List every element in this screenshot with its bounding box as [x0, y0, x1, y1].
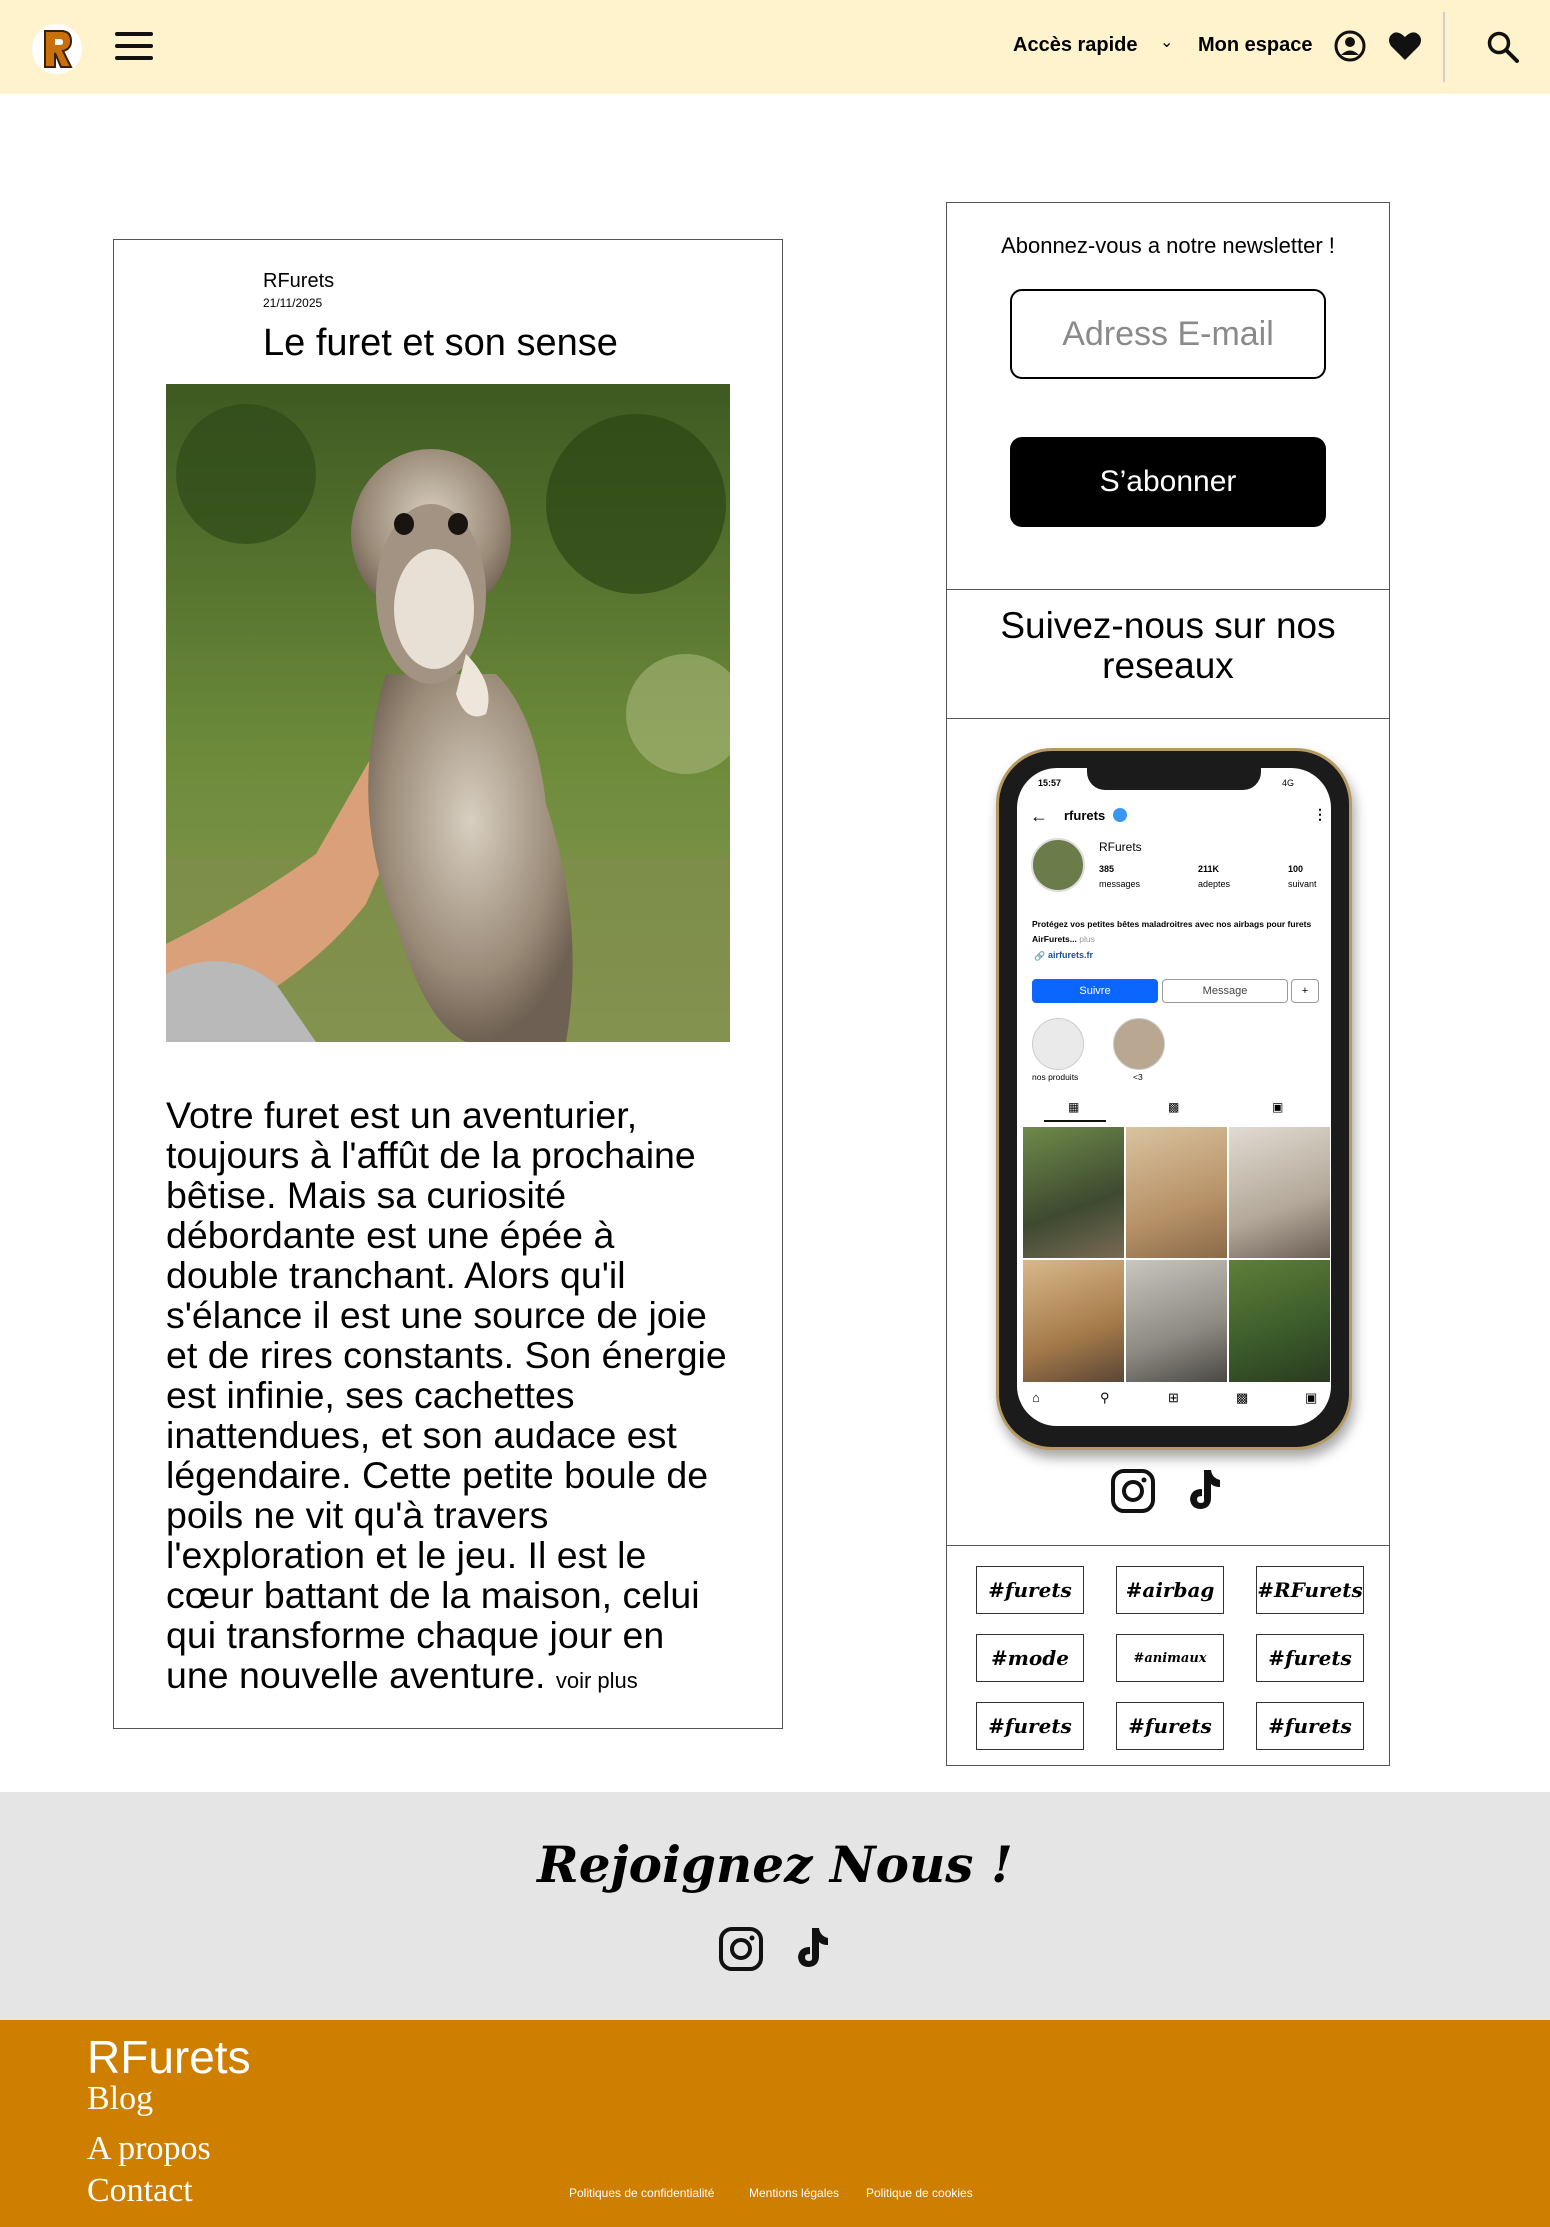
chevron-down-icon[interactable]: ⌄ [1160, 34, 1174, 51]
hashtag[interactable]: #airbag [1116, 1566, 1224, 1614]
tiktok-icon[interactable] [792, 1926, 832, 1975]
search-icon[interactable] [1486, 30, 1520, 64]
hashtag[interactable]: #furets [1116, 1702, 1224, 1750]
newsletter-title: Abonnez-vous a notre newsletter ! [1001, 233, 1335, 258]
instagram-icon[interactable] [718, 1926, 764, 1977]
ig-following-label: suivant [1288, 879, 1317, 889]
ig-message-button[interactable]: Message [1162, 979, 1288, 1003]
article-body-text: Votre furet est un aventurier, toujours à l'affût de la prochaine bêtise. Mais sa curiosité débordante est une épée à double tranchant. Alors qu'il s'élance il est une source de joie et de rires constants. Son énergie est infinie, ses cachettes inattendues, et son audace est légendaire. Cette petite boule de poils ne vit qu'à travers l'exploration et le jeu. Il est le cœur battant de la maison, celui qui transforme chaque jour en une nouvelle aventure. [166, 1094, 727, 1696]
footer-cookies-link[interactable]: Politique de cookies [866, 2186, 973, 2200]
header-divider [1443, 12, 1445, 82]
quick-access-menu[interactable]: Accès rapide [1013, 34, 1138, 56]
home-icon[interactable]: ⌂ [1032, 1390, 1040, 1405]
footer-privacy-link[interactable]: Politiques de confidentialité [569, 2186, 715, 2200]
ig-following-count: 100 [1288, 864, 1304, 874]
ig-bio-more[interactable]: plus [1079, 934, 1095, 944]
phone-network: 4G [1282, 778, 1295, 788]
footer-link-blog[interactable]: Blog [87, 2080, 154, 2117]
footer-link-contact[interactable]: Contact [87, 2172, 193, 2209]
footer-link-about[interactable]: A propos [87, 2130, 211, 2167]
ig-search-icon[interactable]: ⚲ [1100, 1390, 1110, 1405]
more-options-icon[interactable]: ⋮ [1313, 806, 1327, 822]
phone-notch [1087, 768, 1261, 790]
ig-follow-button[interactable]: Suivre [1032, 979, 1158, 1003]
link-icon: 🔗 [1034, 951, 1046, 961]
ig-followers-label: adeptes [1198, 879, 1231, 889]
tiktok-icon[interactable] [1184, 1468, 1224, 1517]
reels-tab-icon[interactable]: ▩ [1168, 1100, 1180, 1114]
ig-handle: rfurets [1064, 808, 1106, 823]
ig-post[interactable] [1023, 1260, 1124, 1382]
phone-time: 15:57 [1038, 778, 1062, 788]
shop-icon[interactable]: ▣ [1305, 1390, 1318, 1405]
ig-avatar[interactable] [1031, 838, 1085, 892]
grid-tab-icon[interactable]: ▦ [1068, 1100, 1080, 1114]
tagged-tab-icon[interactable]: ▣ [1272, 1100, 1284, 1114]
back-arrow-icon[interactable]: ← [1030, 806, 1048, 826]
verified-icon [1113, 808, 1127, 822]
article-date: 21/11/2025 [263, 296, 323, 310]
ig-post[interactable] [1229, 1260, 1330, 1382]
hashtag[interactable]: #mode [976, 1634, 1084, 1682]
join-title: Rejoignez Nous ! [537, 1835, 1013, 1894]
see-more-link[interactable]: voir plus [555, 1668, 638, 1693]
join-section [0, 1792, 1550, 2020]
add-user-icon[interactable]: + [1291, 979, 1319, 1003]
ig-post[interactable] [1229, 1127, 1330, 1258]
ig-post[interactable] [1023, 1127, 1124, 1258]
ig-post[interactable] [1126, 1260, 1227, 1382]
footer-legal-link[interactable]: Mentions légales [749, 2186, 840, 2200]
ig-bio [1032, 917, 1322, 947]
hashtag[interactable]: #furets [1256, 1634, 1364, 1682]
ig-followers-count: 211K [1198, 864, 1220, 874]
article-title[interactable]: Le furet et son sense [263, 322, 618, 364]
hashtag[interactable]: #furets [1256, 1702, 1364, 1750]
highlight-heart-label: <3 [1133, 1072, 1143, 1082]
ig-name: RFurets [1099, 840, 1142, 854]
highlight-products-label: nos produits [1032, 1072, 1079, 1082]
newsletter-box [946, 202, 1390, 590]
ig-posts-count: 385 [1099, 864, 1115, 874]
logo-icon[interactable] [32, 24, 82, 74]
menu-icon[interactable] [115, 30, 155, 64]
site-header [0, 0, 1550, 94]
social-title: Suivez-nous sur nos reseaux [1000, 605, 1336, 686]
ig-posts-label: messages [1099, 879, 1141, 889]
instagram-icon[interactable] [1110, 1468, 1156, 1519]
ig-post[interactable] [1126, 1127, 1227, 1258]
heart-icon[interactable] [1388, 30, 1422, 62]
hashtag[interactable]: #furets [976, 1702, 1084, 1750]
article-author: RFurets [263, 270, 335, 292]
my-space-link[interactable]: Mon espace [1198, 34, 1313, 56]
hashtag[interactable]: #furets [976, 1566, 1084, 1614]
active-tab-indicator [1044, 1120, 1106, 1122]
create-icon[interactable]: ⊞ [1168, 1390, 1179, 1405]
article-body [166, 1095, 736, 1701]
subscribe-button[interactable]: S’abonner [1010, 437, 1326, 527]
highlight-products[interactable] [1032, 1018, 1084, 1070]
ig-bio-text: Protégez vos petites bêtes maladroitres avec nos airbags pour furets AirFurets... [1032, 919, 1312, 944]
hashtag[interactable]: #animaux [1116, 1634, 1224, 1682]
email-field[interactable] [1010, 289, 1326, 379]
reels-icon[interactable]: ▩ [1236, 1390, 1249, 1405]
hashtag[interactable]: #RFurets [1256, 1566, 1364, 1614]
ig-link[interactable]: airfurets.fr [1048, 950, 1094, 960]
ferret-photo [166, 384, 730, 1042]
user-icon[interactable] [1334, 30, 1366, 62]
highlight-heart[interactable] [1113, 1018, 1165, 1070]
footer-brand[interactable]: RFurets [87, 2031, 251, 2083]
